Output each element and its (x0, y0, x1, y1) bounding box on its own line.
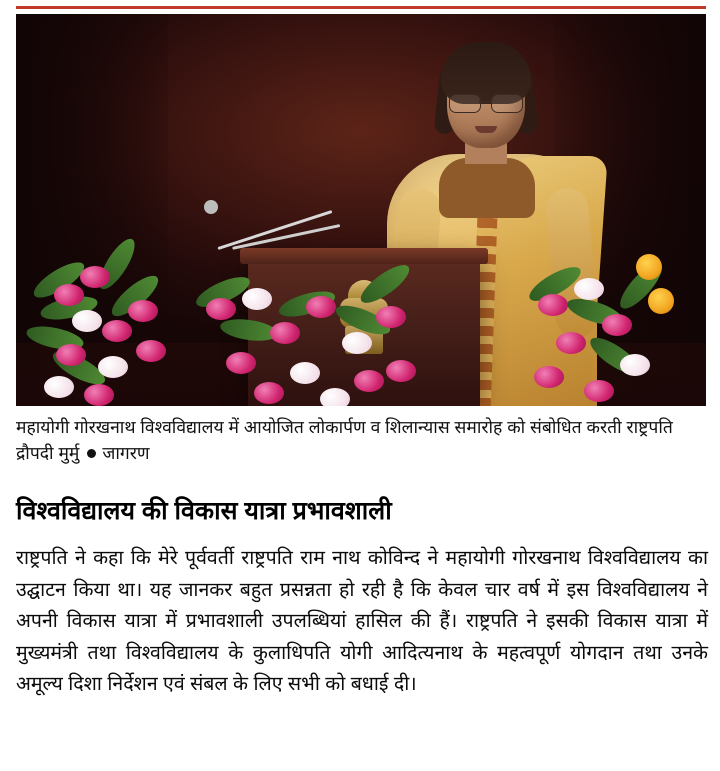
article-body-paragraph: राष्ट्रपति ने कहा कि मेरे पूर्ववर्ती राष्ट्रपति राम नाथ कोविन्द ने महायोगी गोरखनाथ विश्वविद्यालय का उद्घाटन किया था। यह जानकर बहुत प्रसन्नता हो रही है कि केवल चार वर्ष में इस विश्वविद्यालय ने अपनी विकास यात्रा में प्रभावशाली उपलब्धियां हासिल की हैं। राष्ट्रपति ने इसकी विकास यात्रा में मुख्यमंत्री तथा विश्वविद्यालय के कुलाधिपति योगी आदित्यनाथ के महत्वपूर्ण योगदान तथा उनके अमूल्य दिशा निर्देशन एवं संबल के लिए सभी को बधाई दी। (16, 547, 708, 695)
photo-caption (16, 414, 706, 466)
article-headline: विश्वविद्यालय की विकास यात्रा प्रभावशाली (16, 497, 392, 525)
flower-cluster-middle (194, 236, 414, 406)
mouth (475, 126, 497, 133)
article-photo (16, 14, 706, 406)
caption-bullet-icon (87, 449, 96, 458)
blouse (439, 158, 535, 218)
glasses-icon (449, 94, 523, 112)
caption-text: महायोगी गोरखनाथ विश्वविद्यालय में आयोजित लोकार्पण व शिलान्यास समारोह को संबोधित करती राष्ट्रपति द्रौपदी मुर्मु (16, 417, 673, 463)
lens-left (449, 94, 481, 113)
caption-credit: जागरण (102, 443, 150, 463)
flower-decoration (16, 216, 706, 406)
top-red-rule (16, 6, 706, 9)
flower-cluster-left (36, 236, 196, 406)
lens-right (491, 94, 523, 113)
microphone-head-icon (204, 200, 218, 214)
article-body (16, 543, 708, 701)
flower-cluster-right (516, 236, 676, 406)
